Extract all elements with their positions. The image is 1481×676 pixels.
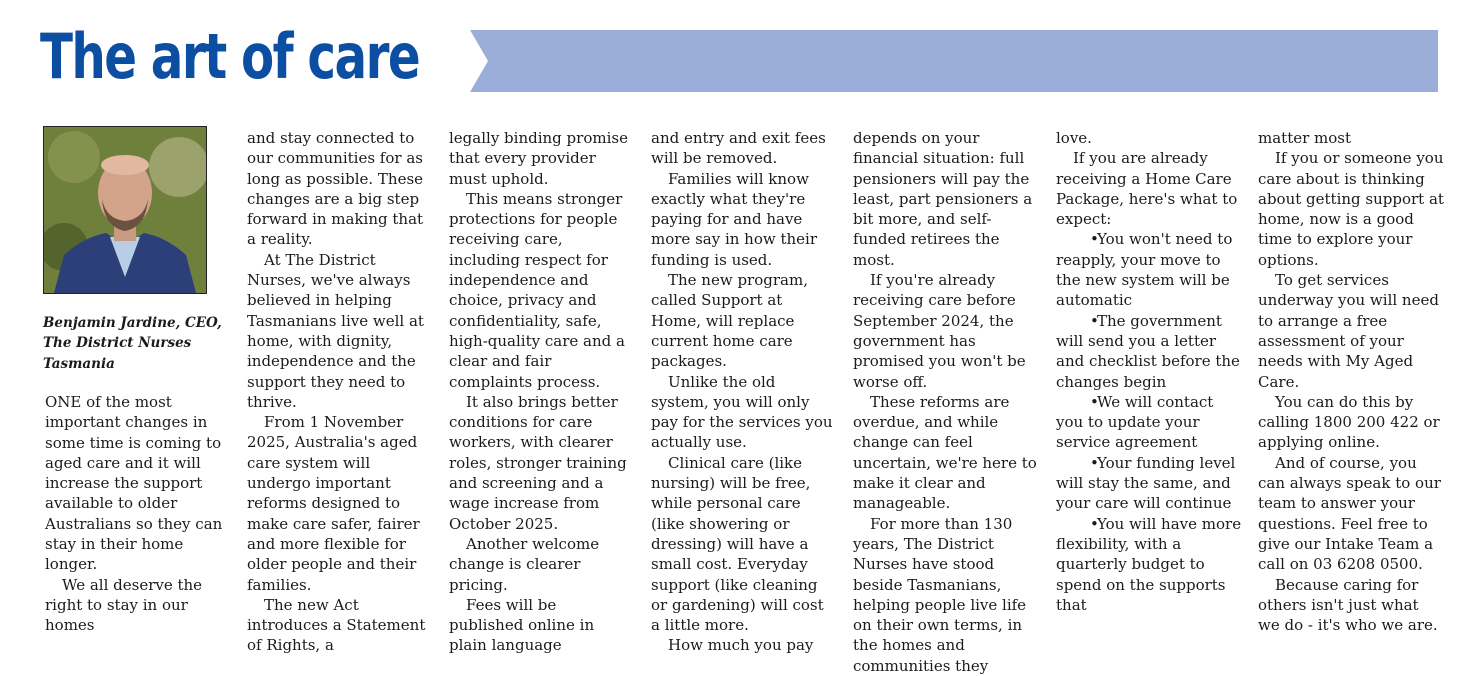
article-column-2 [247,128,433,656]
bullet-item: • You will have more flexibility, with a quarterly budget to spend on the supports that [1056,514,1242,615]
author-photo [43,126,207,294]
article-column-6 [1056,128,1242,615]
paragraph: Unlike the old system, you will only pay for the services you actually use. [651,372,833,452]
paragraph: If you or someone you care about is thinking about getting support at home, now is a good time to explore your options. [1258,149,1444,269]
paragraph: This means stronger protections for people receiving care, including respect for independence and choice, privacy and confidentiality, safe, high-quality care and a clear and fair complaints process. [449,189,625,391]
paragraph: For more than 130 years, The District Nurses have stood beside Tasmanians, helping people live life on their own terms, in the homes and communities they [853,514,1027,675]
article-column-5 [853,128,1039,676]
article-column-1 [45,392,231,636]
paragraph: If you are already receiving a Home Care Package, here's what to expect: [1056,149,1238,229]
paragraph: From 1 November 2025, Australia's aged care system will undergo important reforms designed to make care safer, fairer and more flexible for older people and their families. [247,413,420,594]
paragraph: and entry and exit fees will be removed. [651,129,826,168]
portrait-image [44,127,206,293]
paragraph: Families will know exactly what they're paying for and have more say in how their funding is used. [651,169,818,269]
title-banner [470,30,1438,92]
paragraph: depends on your financial situation: full pensioners will pay the least, part pensioners a bit more, and self-funded retirees the most. [853,129,1033,269]
paragraph: legally binding promise that every provider must uphold. [449,129,628,188]
page-title: The art of care [40,20,420,93]
bullet-item: • You won't need to reapply, your move to the new system will be automatic [1056,229,1242,310]
paragraph: Another welcome change is clearer pricing. [449,534,600,594]
paragraph: How much you pay [668,636,814,655]
paragraph: Clinical care (like nursing) will be free, while personal care (like showering or dressing) will have a small cost. Everyday support (like cleaning or gardening) will cost a little more. [651,453,824,635]
paragraph: And of course, you can always speak to our team to answer your questions. Feel free to give our Intake Team a call on 03 6208 0500. [1258,453,1441,574]
article-column-7 [1258,128,1444,635]
bullet-item: • The government will send you a letter and checklist before the changes begin [1056,311,1242,392]
paragraph: If you're already receiving care before September 2024, the government has promised you won't be worse off. [853,271,1026,391]
paragraph: The new Act introduces a Statement of Rights, a [247,595,426,655]
article-column-3 [449,128,635,656]
paragraph: At The District Nurses, we've always believed in helping Tasmanians live well at home, with dignity, independence and the support they need to thrive. [247,250,424,411]
paragraph: To get services underway you will need to arrange a free assessment of your needs with My Aged Care. [1258,271,1439,391]
paragraph: The new program, called Support at Home, will replace current home care packages. [651,271,808,371]
bullet-item: • We will contact you to update your service agreement [1056,392,1242,453]
paragraph: These reforms are overdue, and while change can feel uncertain, we're here to make it clear and manageable. [853,392,1037,513]
paragraph: and stay connected to our communities for as long as possible. These changes are a big step forward in making that a reality. [247,129,424,249]
paragraph: matter most [1258,129,1352,147]
paragraph: love. [1056,129,1092,147]
paragraph: We all deserve the right to stay in our homes [45,575,203,635]
paragraph: ONE of the most important changes in some time is coming to aged care and it will increase the support available to older Australians so they can stay in their home longer. [45,393,223,574]
photo-caption: Benjamin Jardine, CEO, The District Nurses Tasmania [43,315,222,372]
paragraph: Fees will be published online in plain language [449,595,595,655]
paragraph: You can do this by calling 1800 200 422 or applying online. [1258,392,1440,452]
paragraph: Because caring for others isn't just what we do - it's who we are. [1258,575,1438,635]
bullet-item: • Your funding level will stay the same, and your care will continue [1056,453,1242,514]
article-column-4 [651,128,837,656]
paragraph: It also brings better conditions for care workers, with clearer roles, stronger training and screening and a wage increase from October 2025. [449,392,627,533]
